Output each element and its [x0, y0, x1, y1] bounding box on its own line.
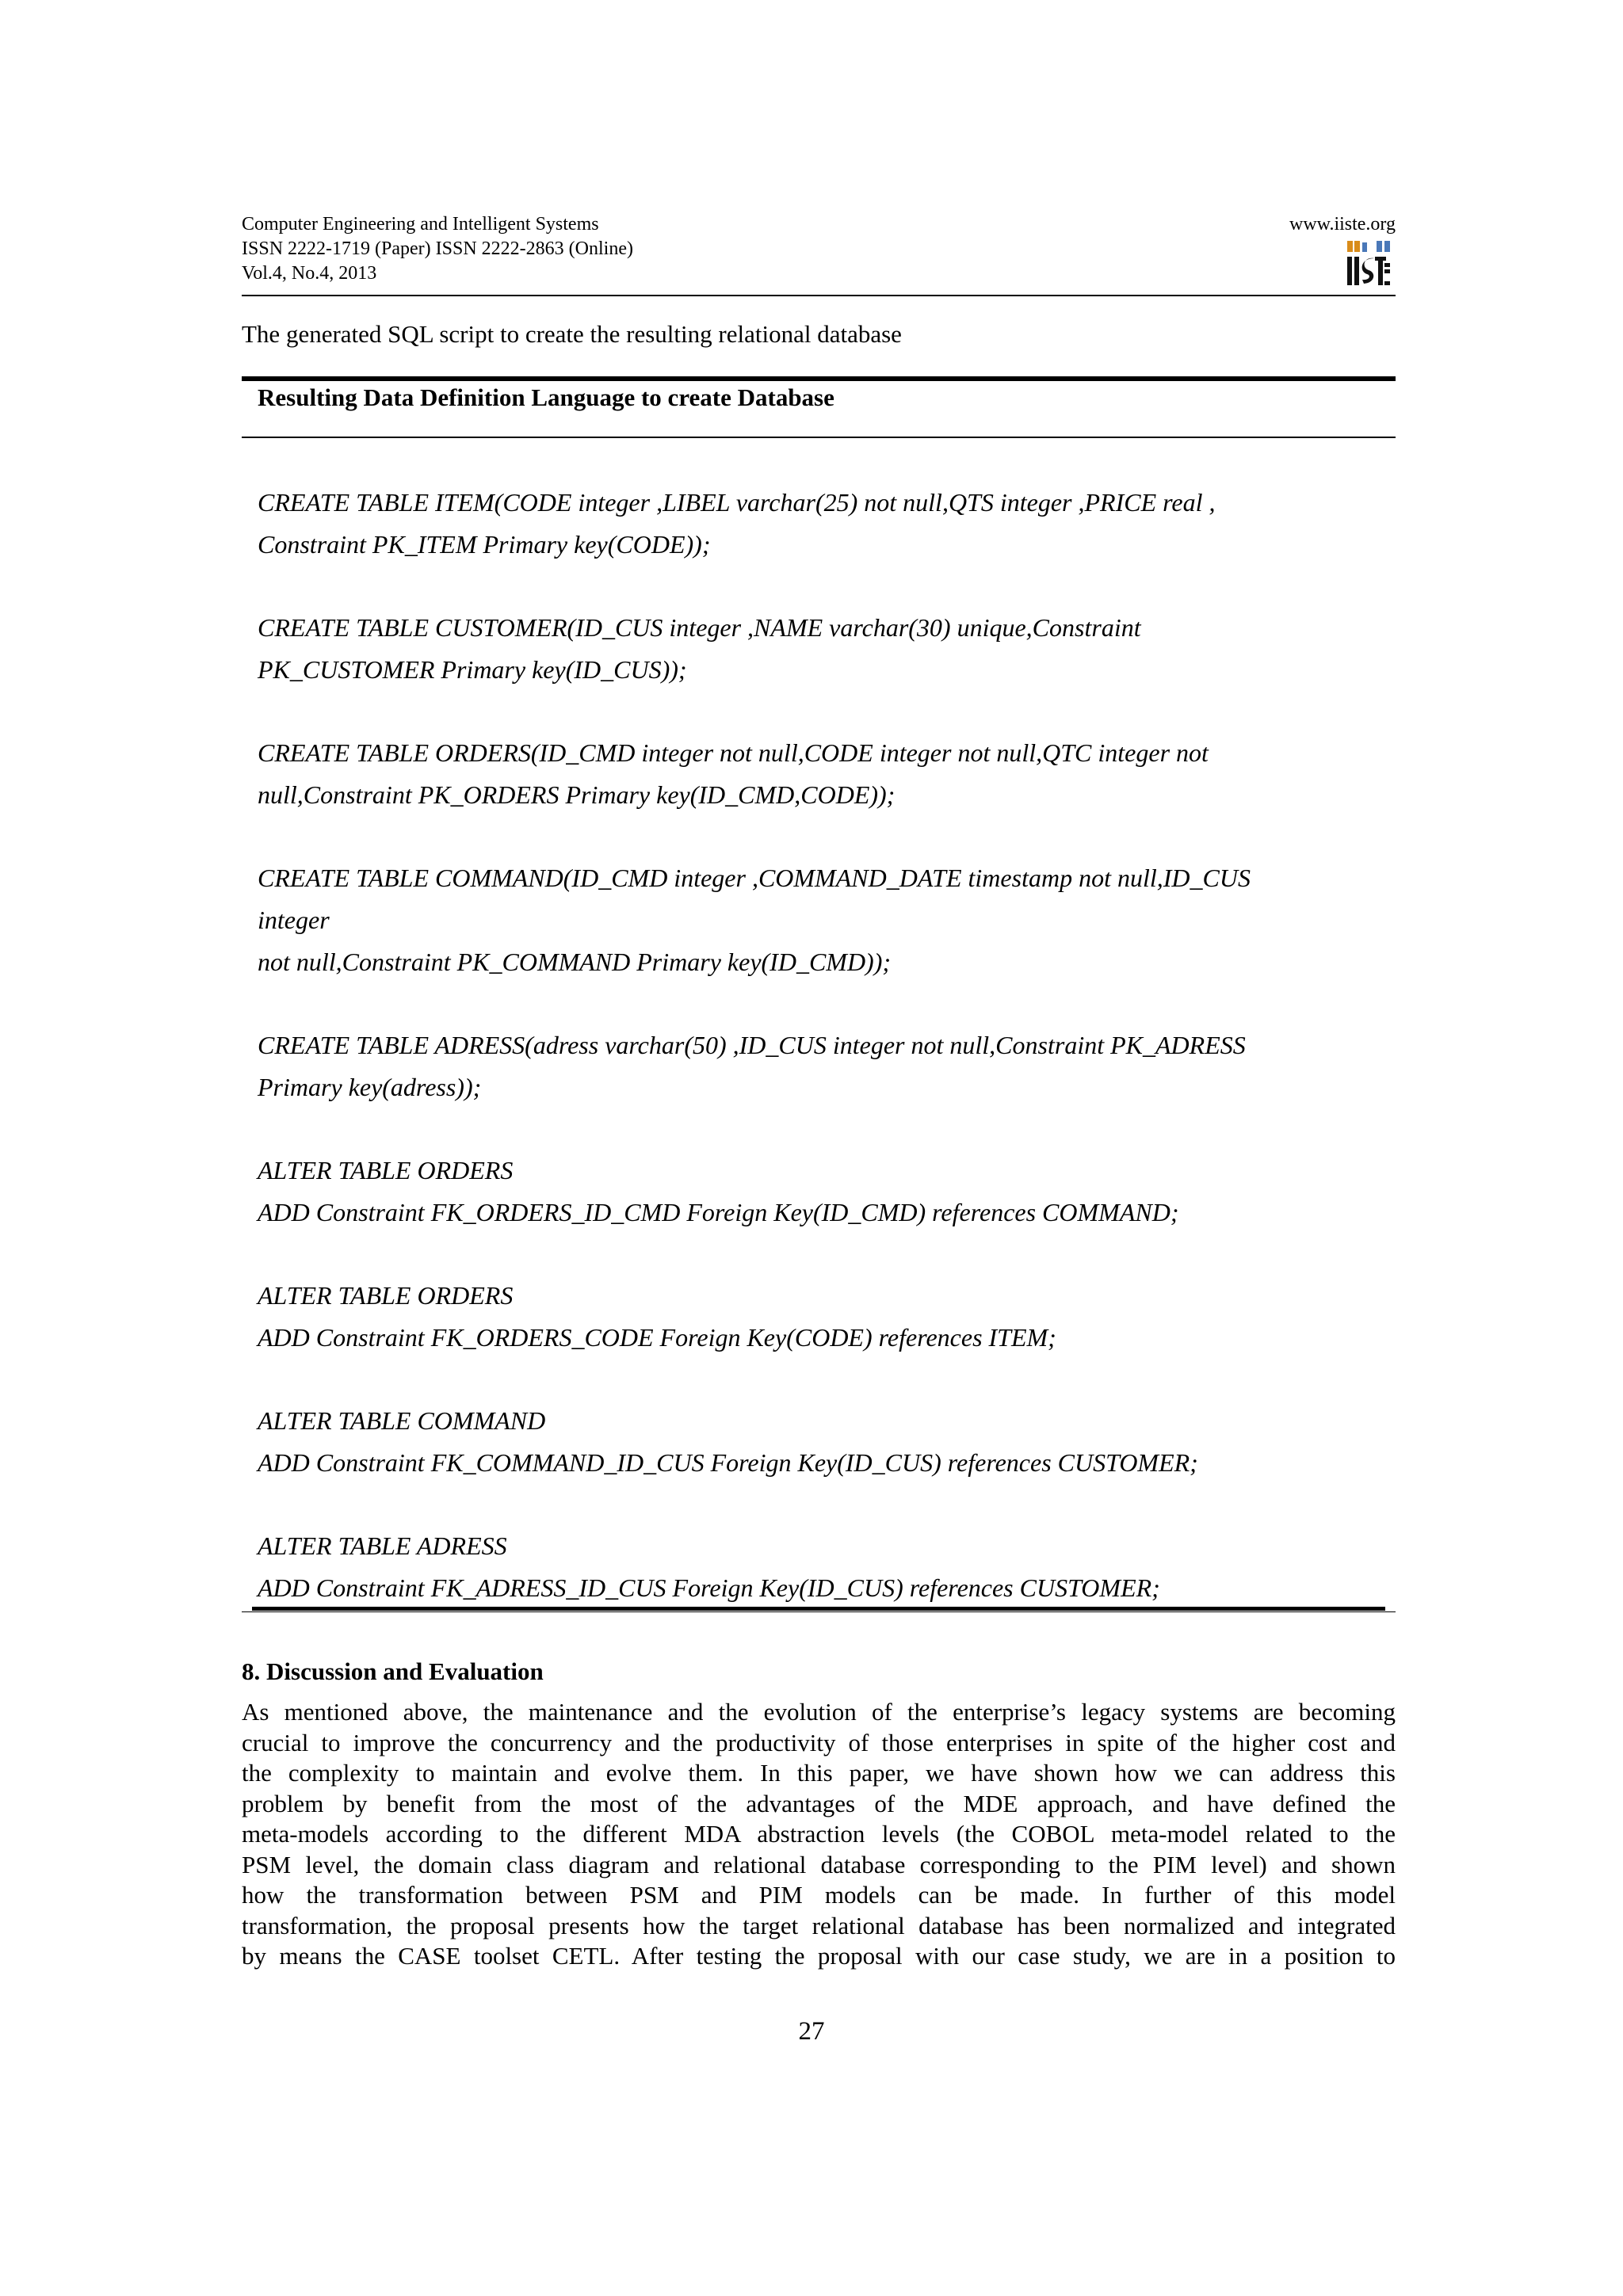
paragraph-line: how the transformation between PSM and PIM models can be made. In further of this model [242, 1881, 1396, 1909]
journal-website: www.iiste.org [1289, 214, 1396, 235]
sql-script [258, 482, 1367, 1650]
sql-line: ALTER TABLE ORDERS [258, 1156, 514, 1184]
box-title: Resulting Data Definition Language to create Database [258, 383, 834, 411]
sql-statement [258, 482, 1367, 566]
sql-line: Primary key(adress)); [258, 1073, 482, 1101]
sql-line: null,Constraint PK_ORDERS Primary key(ID_CMD,CODE)); [258, 780, 896, 809]
sql-line: CREATE TABLE COMMAND(ID_CMD integer ,COMMAND_DATE timestamp not null,ID_CUS [258, 864, 1251, 892]
paragraph-line: by means the CASE toolset CETL. After testing the proposal with our case study, we are in a position to [242, 1942, 1396, 1970]
paragraph-line: As mentioned above, the maintenance and the evolution of the enterprise’s legacy systems are becoming [242, 1698, 1396, 1726]
box-bottom-border-thin [242, 1611, 1396, 1612]
sql-line: PK_CUSTOMER Primary key(ID_CUS)); [258, 655, 687, 684]
sql-line: not null,Constraint PK_COMMAND Primary key(ID_CMD)); [258, 948, 892, 976]
journal-info [242, 212, 633, 286]
sql-line: ALTER TABLE ADRESS [258, 1531, 507, 1560]
paragraph-line: transformation, the proposal presents how the target relational database has been normalized and integrated [242, 1911, 1396, 1939]
sql-statement [258, 1400, 1367, 1484]
sql-line: ADD Constraint FK_COMMAND_ID_CUS Foreign Key(ID_CUS) references CUSTOMER; [258, 1448, 1198, 1477]
sql-line: CREATE TABLE ADRESS(adress varchar(50) ,ID_CUS integer not null,Constraint PK_ADRESS [258, 1031, 1246, 1059]
section-heading: 8. Discussion and Evaluation [242, 1657, 544, 1685]
journal-website-block [1289, 212, 1396, 237]
paragraph-line: meta-models according to the different MDA abstraction levels (the COBOL meta-model related to the [242, 1820, 1396, 1848]
sql-line: ALTER TABLE ORDERS [258, 1281, 514, 1310]
journal-issn: ISSN 2222-1719 (Paper) ISSN 2222-2863 (Online) [242, 238, 633, 259]
journal-header [242, 212, 1396, 299]
paragraph-line: the complexity to maintain and evolve them. In this paper, we have shown how we can address this [242, 1759, 1396, 1787]
box-bottom-border [252, 1607, 1385, 1611]
paragraph-line: problem by benefit from the most of the advantages of the MDE approach, and have defined the [242, 1789, 1396, 1817]
sql-line: CREATE TABLE CUSTOMER(ID_CUS integer ,NAME varchar(30) unique,Constraint [258, 613, 1141, 642]
sql-statement [258, 1525, 1367, 1609]
intro-sentence: The generated SQL script to create the resulting relational database [242, 320, 902, 348]
box-title-divider [242, 437, 1396, 438]
sql-statement [258, 607, 1367, 691]
sql-line: ADD Constraint FK_ORDERS_CODE Foreign Key(CODE) references ITEM; [258, 1323, 1056, 1352]
sql-line: Constraint PK_ITEM Primary key(CODE)); [258, 530, 711, 559]
sql-line: ADD Constraint FK_ADRESS_ID_CUS Foreign Key(ID_CUS) references CUSTOMER; [258, 1573, 1160, 1602]
paragraph-line: PSM level, the domain class diagram and relational database corresponding to the PIM level) and shown [242, 1850, 1396, 1878]
sql-statement [258, 1024, 1367, 1108]
sql-statement [258, 1150, 1367, 1234]
sql-line: ALTER TABLE COMMAND [258, 1406, 546, 1435]
sql-line: integer [258, 906, 330, 934]
page-number: 27 [798, 2017, 825, 2046]
sql-line: CREATE TABLE ITEM(CODE integer ,LIBEL varchar(25) not null,QTS integer ,PRICE real , [258, 488, 1216, 517]
sql-statement [258, 732, 1367, 816]
journal-volume: Vol.4, No.4, 2013 [242, 263, 377, 284]
sql-statement [258, 1275, 1367, 1359]
iiste-logo [1345, 239, 1392, 288]
sql-line: CREATE TABLE ORDERS(ID_CMD integer not null,CODE integer not null,QTC integer not [258, 738, 1209, 767]
header-divider [242, 295, 1396, 296]
sql-line: ADD Constraint FK_ORDERS_ID_CMD Foreign Key(ID_CMD) references COMMAND; [258, 1198, 1179, 1226]
journal-name: Computer Engineering and Intelligent Systems [242, 214, 599, 235]
box-top-border [242, 376, 1396, 381]
paragraph-line: crucial to improve the concurrency and the productivity of those enterprises in spite of the higher cost and [242, 1728, 1396, 1756]
sql-statement [258, 857, 1367, 983]
section-paragraph [242, 1697, 1396, 1972]
